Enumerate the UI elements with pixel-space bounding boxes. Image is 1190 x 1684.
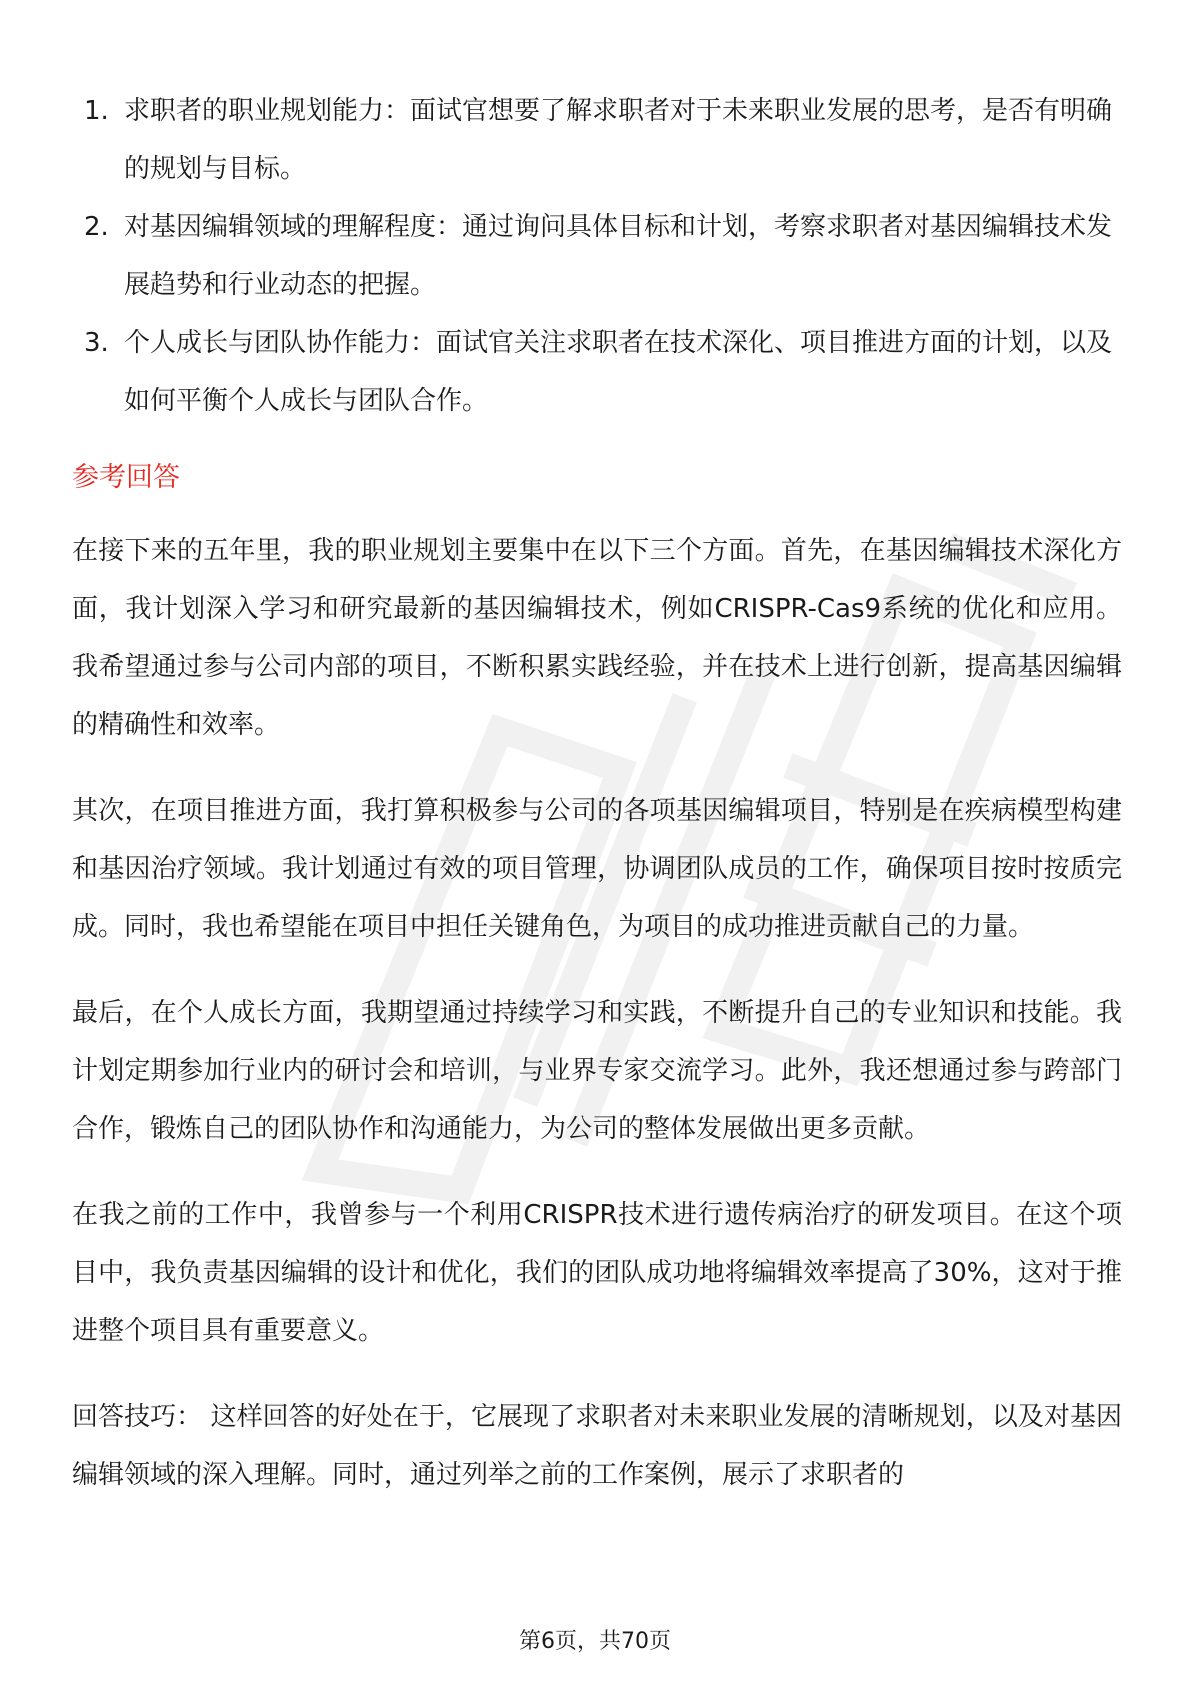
section-heading: 参考回答 xyxy=(72,462,180,493)
paragraph: 在我之前的工作中，我曾参与一个利用CRISPR技术进行遗传病治疗的研发项目。在这个项目中，我负责基因编辑的设计和优化，我们的团队成功地将编辑效率提高了30%，这对于推进整个项目具有重要意义。 xyxy=(72,1200,1122,1346)
list-item-text: 对基因编辑领域的理解程度：通过询问具体目标和计划，考察求职者对基因编辑技术发展趋势和行业动态的把握。 xyxy=(124,212,1113,300)
point-list xyxy=(72,82,1122,430)
list-item xyxy=(72,198,1122,314)
paragraph: 其次，在项目推进方面，我打算积极参与公司的各项基因编辑项目，特别是在疾病模型构建和基因治疗领域。我计划通过有效的项目管理，协调团队成员的工作，确保项目按时按质完成。同时，我也希望能在项目中担任关键角色，为项目的成功推进贡献自己的力量。 xyxy=(72,796,1122,942)
list-item xyxy=(72,314,1122,430)
paragraph: 回答技巧： 这样回答的好处在于，它展现了求职者对未来职业发展的清晰规划，以及对基因编辑领域的深入理解。同时，通过列举之前的工作案例，展示了求职者的 xyxy=(72,1402,1122,1490)
paragraph: 最后，在个人成长方面，我期望通过持续学习和实践，不断提升自己的专业知识和技能。我计划定期参加行业内的研讨会和培训，与业界专家交流学习。此外，我还想通过参与跨部门合作，锻炼自己的团队协作和沟通能力，为公司的整体发展做出更多贡献。 xyxy=(72,998,1122,1144)
document-body xyxy=(72,82,1122,1532)
list-item-number: 1. xyxy=(84,96,109,126)
list-item xyxy=(72,82,1122,198)
paragraph: 在接下来的五年里，我的职业规划主要集中在以下三个方面。首先，在基因编辑技术深化方面，我计划深入学习和研究最新的基因编辑技术，例如CRISPR-Cas9系统的优化和应用。我希望通过参与公司内部的项目，不断积累实践经验，并在技术上进行创新，提高基因编辑的精确性和效率。 xyxy=(72,536,1122,740)
list-item-number: 3. xyxy=(84,328,109,358)
list-item-number: 2. xyxy=(84,212,109,242)
list-item-text: 个人成长与团队协作能力：面试官关注求职者在技术深化、项目推进方面的计划，以及如何平衡个人成长与团队合作。 xyxy=(124,328,1113,416)
list-item-text: 求职者的职业规划能力：面试官想要了解求职者对于未来职业发展的思考，是否有明确的规划与目标。 xyxy=(124,96,1113,184)
page-number: 第6页，共70页 xyxy=(519,1629,671,1654)
